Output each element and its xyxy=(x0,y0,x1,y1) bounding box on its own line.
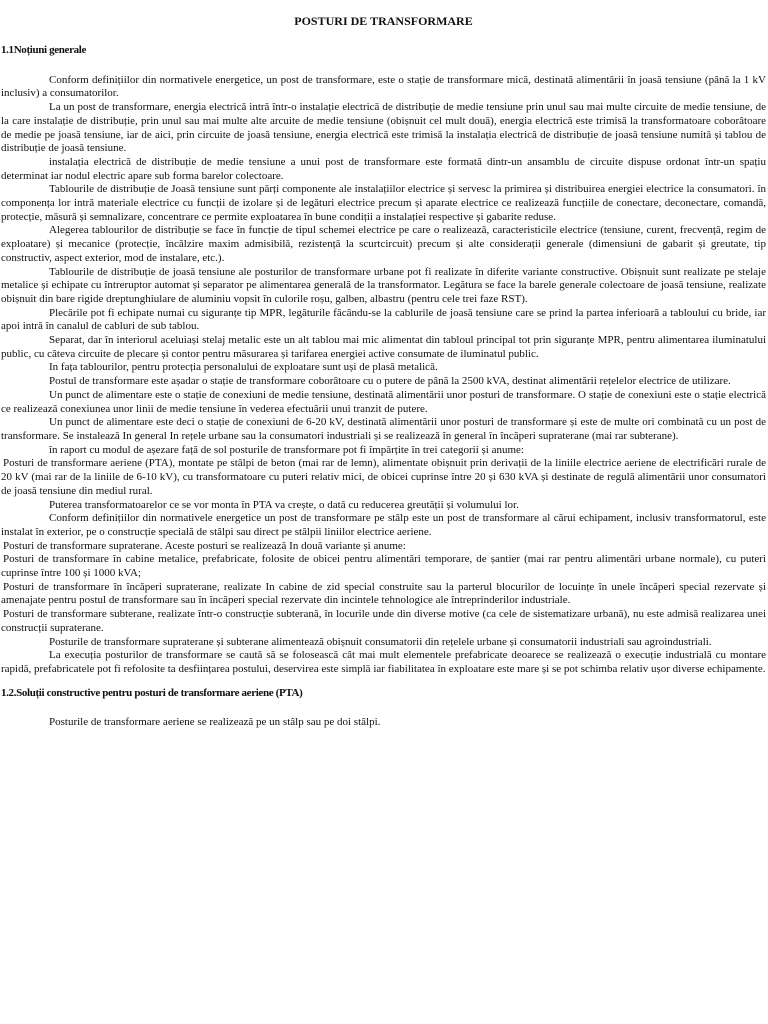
paragraph: Un punct de alimentare este deci o stație de conexiuni de 6-20 kV, destinată alimentării unor posturi de transformare și este de multe ori combinată cu un post de transformare. Se instalează In general In rețele urbane sau la consumatori industriali și se realizează în general în încăperi supraterane (mai rar subterane). xyxy=(1,416,766,442)
paragraph: Alegerea tablourilor de distribuție se face în funcție de tipul schemei electrice pe care o realizează, caracteristicile electrice (tensiune, curent, frecvență, regim de exploatare) și mecanice (protecție, încălzire maxim admisibilă, rezistență la scurtcircuit) precum și alte considerații generale (dimensiuni de gabarit și greutate, tip constructiv, aspect exterior, mod de instalare, etc.). xyxy=(1,224,766,264)
section-2-body xyxy=(1,716,766,730)
paragraph-list-item: Posturi de transformare subterane, realizate într-o construcție subterană, în locurile unde din diverse motive (ca cele de sistematizare urbană), nu este admisă realizarea unei construcții supraterane. xyxy=(1,608,766,634)
paragraph-list-item: Posturi de transformare în încăperi supraterane, realizate In cabine de zid special construite sau la parterul blocurilor de locuințe în unele încăperi special rezervate și amenajate pentru postul de transformare sau în încăperi special rezervate din incintele tehnologice ale întreprinderilor industriale. xyxy=(1,580,766,607)
paragraph: Conform definițiilor din normativele energetice un post de transformare pe stâlp este un post de transformare al cărui echipament, inclusiv transformatorul, este instalat în exterior, pe o construcție specială de stâlpi sau direct pe stâlpii liniilor electrice aeriene. xyxy=(1,512,766,538)
paragraph: In fața tablourilor, pentru protecția personalului de exploatare sunt uși de plasă metalică. xyxy=(49,361,438,374)
paragraph: în raport cu modul de așezare față de sol posturile de transformare pot fi împărțite în trei categorii și anume: xyxy=(49,443,524,456)
paragraph-list-item: Posturi de transformare în cabine metalice, prefabricate, folosite de obicei pentru alimentări temporare, de șantier (mai rar pentru alimentări urbane normale), cu puteri cuprinse între 100 și 1000 kVA; xyxy=(1,553,766,580)
paragraph-list-item: Posturi de transformare aeriene (PTA), montate pe stâlpi de beton (mai rar de lemn), alimentate obișnuit prin derivații de la liniile electrice aeriene de electrificări rurale de 20 kV (mai rar de la liniile de 6-10 kV), cu transformatoare cu puteri relativ mici, de obicei cuprinse între 20 și 630 kVA și destinate de regulă alimentării unor consumatori de joasă tensiune din mediul rural. xyxy=(1,457,766,497)
paragraph: La execuția posturilor de transformare se caută să se folosească cât mai mult elementele prefabricate deoarece se realizează o execuție industrială cu montare rapidă, prefabricatele pot fi refolosite ta desființarea postului, deservirea este simplă iar fiabilitatea în exploatare este mare și se pot schimba relativ ușor diverse echipamente. xyxy=(1,649,766,675)
paragraph-list-item: Posturi de transformare supraterane. Aceste posturi se realizează In două variante și anume: xyxy=(3,539,406,552)
paragraph: Posturile de transformare aeriene se realizează pe un stâlp sau pe doi stâlpi. xyxy=(49,716,381,729)
paragraph: Tablourile de distribuție de joasă tensiune ale posturilor de transformare urbane pot fi realizate în diferite variante constructive. Obișnuit sunt realizate pe stelaje metalice și echipate cu întreruptor automat și separator pe alimentarea generală de la transformator. Legătura se face la barele generale colectoare de joasă tensiune, realizate obișnuit din bare rigide dreptunghiulare de aluminiu vopsit în culorile roșu, galben, albastru (pentru cele trei faze RST). xyxy=(1,265,766,305)
section-heading-1-2: 1.2.Soluții constructive pentru posturi de transformare aeriene (PTA) xyxy=(1,686,303,699)
document-title: POSTURI DE TRANSFORMARE xyxy=(294,14,473,28)
paragraph: Postul de transformare este așadar o stație de transformare coborâtoare cu o putere de până la 2500 kVA, destinat alimentării rețelelor electrice de utilizare. xyxy=(49,375,731,388)
paragraph: La un post de transformare, energia electrică intră într-o instalație electrică de distribuție de medie tensiune prin unul sau mai multe circuite de medie tensiune, de la care instalație de distribuție, prin unul sau mai multe alte arcuite de medie tensiune (obișnuit cel mult două), energia electrică este trimisă la transformatoare coborâtoare de medie pe joasă tensiune, iar de aici, prin circuite de joasă tensiune, energia electrică este trimisă la instalația electrică de distribuție de joasă tensiune numită și tablou de distribuție de joasă tensiune. xyxy=(1,101,766,155)
section-heading-1-1: 1.1Noțiuni generale xyxy=(1,44,87,56)
paragraph: Un punct de alimentare este o stație de conexiuni de medie tensiune, destinată alimentării unor posturi de transformare. O stație de conexiuni este o stație electrică ce realizează conexiunea unor linii de medie tensiune în vederea efectuării unui tranzit de putere. xyxy=(1,388,766,415)
paragraph: Conform definițiilor din normativele energetice, un post de transformare, este o stație de transformare mică, destinată alimentării în joasă tensiune (până la 1 kV inclusiv) a consumatorilor. xyxy=(1,73,766,100)
paragraph: Separat, dar în interiorul aceluiași stelaj metalic este un alt tablou mai mic alimentat din tabloul principal tot prin siguranțe MPR, pentru alimentarea iluminatului public, cu câteva circuite de plecare și contor pentru măsurarea și tarifarea energiei active consumate de iluminatul public. xyxy=(1,334,766,360)
paragraph: Puterea transformatoarelor ce se vor monta în PTA va crește, o dată cu reducerea greutății și volumului lor. xyxy=(49,498,519,511)
paragraph: Posturile de transformare supraterane și subterane alimentează obișnuit consumatorii din rețelele urbane și consumatorii industriali sau agroindustriali. xyxy=(49,635,712,648)
paragraph: Tablourile de distribuție de Joasă tensiune sunt părți componente ale instalațiilor electrice și servesc la primirea și distribuirea energiei electrice la consumatori. în componența lor intră materiale electrice cu funcții de izolare și de legături electrice precum și aparate electrice ce realizează funcțiile de conectare, deconectare, comandă, protecție, măsură și semnalizare, concentrare ce permite exploatarea în bune condiții a instalației respective și gabarite reduse. xyxy=(1,183,766,223)
section-1-body xyxy=(1,74,766,677)
paragraph: instalația electrică de distribuție de medie tensiune a unui post de transformare este formată dintr-un ansamblu de circuite dispuse ordonat într-un spațiu determinat iar nodul electric apare sub forma barelor colectoare. xyxy=(1,155,766,182)
paragraph: Plecările pot fi echipate numai cu siguranțe tip MPR, legăturile făcându-se la cablurile de joasă tensiune care se prind la partea inferioară a tabloului cu bride, iar apoi intră în canalul de cabluri de sub tablou. xyxy=(1,306,766,333)
